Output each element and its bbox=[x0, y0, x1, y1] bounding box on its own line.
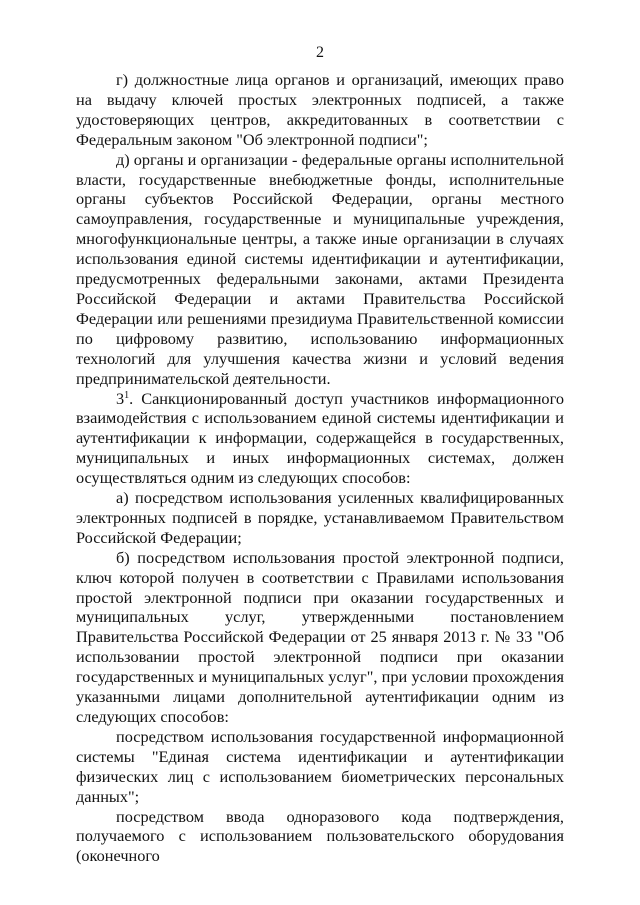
paragraph-one-time-code: посредством ввода одноразового кода подтверждения, получаемого с использованием пользовательского оборудования (оконечного bbox=[76, 806, 564, 866]
clause-number: 3 bbox=[116, 388, 125, 408]
document-body bbox=[76, 70, 564, 866]
clause-text: . Санкционированный доступ участников информационного взаимодействия с использованием единой системы идентификации и аутентификации к информации, содержащейся в государственных, муниципальных и иных информационных системах, должен осуществляться одним из следующих способов: bbox=[76, 388, 564, 488]
clause-number-superscript: 1 bbox=[124, 389, 130, 401]
paragraph-simple-signature: б) посредством использования простой электронной подписи, ключ которой получен в соответствии с Правилами использования простой электронной подписи при оказании государственных и муниципальных услуг, утвержденными постановлением Правительства Российской Федерации от 25 января 2013 г. № 33 "Об использовании простой электронной подписи при оказании государственных и муниципальных услуг", при условии прохождения указанными лицами дополнительной аутентификации одним из следующих способов: bbox=[76, 547, 564, 726]
page-number: 2 bbox=[316, 44, 324, 61]
paragraph-bodies-and-organizations: д) органы и организации - федеральные органы исполнительной власти, государственные внебюджетные фонды, исполнительные органы субъектов Российской Федерации, органы местного самоуправления, государственные и муниципальные учреждения, многофункциональные центры, а также иные организации в случаях использования единой системы идентификации и аутентификации, предусмотренных федеральными законами, актами Президента Российской Федерации и актами Правительства Российской Федерации или решениями президиума Правительственной комиссии по цифровому развитию, использованию информационных технологий для улучшения качества жизни и условий ведения предпринимательской деятельности. bbox=[76, 149, 565, 388]
paragraph-biometric-system: посредством использования государственной информационной системы "Единая система идентификации и аутентификации физических лиц с использованием биометрических персональных данных"; bbox=[76, 726, 564, 806]
paragraph-officials: г) должностные лица органов и организаций, имеющих право на выдачу ключей простых электронных подписей, а также удостоверяющих центров, аккредитованных в соответствии с Федеральным законом "Об электронной подписи"; bbox=[76, 70, 564, 149]
paragraph-qualified-signature: а) посредством использования усиленных квалифицированных электронных подписей в порядке, устанавливаемом Правительством Российской Федерации; bbox=[76, 488, 564, 547]
paragraph-clause-3-1 bbox=[76, 389, 564, 489]
